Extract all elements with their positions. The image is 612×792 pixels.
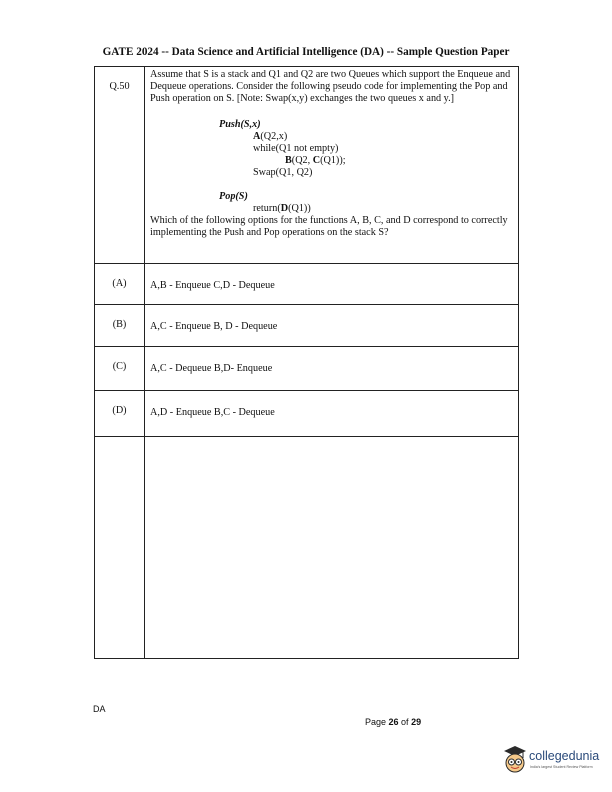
empty-row (95, 437, 519, 659)
push-pseudocode (150, 119, 513, 180)
option-c-label: (C) (112, 361, 127, 372)
option-b-text: A,C - Enqueue B, D - Dequeue (150, 321, 278, 332)
question-table (94, 66, 519, 659)
footer-page-number: Page 26 of 29 (365, 717, 422, 727)
option-row-c (95, 347, 519, 391)
option-d-label: (D) (112, 405, 127, 416)
option-d-text: A,D - Enqueue B,C - Dequeue (150, 407, 275, 418)
option-row-b (95, 305, 519, 347)
question-row (95, 67, 519, 264)
push-function-name: Push(S,x) (219, 118, 261, 130)
pop-line-return: return(D(Q1)) (253, 202, 311, 214)
question-body-cell (145, 67, 519, 264)
option-a-text: A,B - Enqueue C,D - Dequeue (150, 280, 275, 291)
question-ask: Which of the following options for the functions A, B, C, and D correspond to correctly implementing the Push and Pop operations on the stack S? (150, 215, 508, 239)
option-a-label: (A) (112, 278, 127, 289)
push-line-swap: Swap(Q1, Q2) (253, 167, 313, 179)
option-row-a (95, 264, 519, 305)
push-line-b: B(Q2, C(Q1)); (285, 155, 346, 167)
pop-function-name: Pop(S) (219, 190, 248, 202)
question-intro: Assume that S is a stack and Q1 and Q2 are two Queues which support the Enqueue and Dequeue operations. Consider the following pseudo code for implementing the Pop and Push operation on S. [Note: Swap(x,y) exchanges the two queues x and y.] (150, 69, 511, 105)
push-line-a: A(Q2,x) (253, 130, 288, 142)
collegedunia-logo (501, 745, 611, 777)
push-line-while: while(Q1 not empty) (253, 143, 339, 155)
logo-wordmark: collegedunia (529, 749, 600, 763)
option-c-text: A,C - Dequeue B,D- Enqueue (150, 363, 273, 374)
footer-subject-code: DA (93, 704, 106, 714)
question-number-cell (95, 67, 145, 264)
pop-pseudocode (150, 191, 513, 215)
mascot-icon (501, 745, 529, 777)
option-b-label: (B) (112, 319, 127, 330)
question-number: Q.50 (109, 81, 130, 92)
empty-cell-right (145, 437, 519, 659)
empty-cell-left (95, 437, 145, 659)
option-row-d (95, 391, 519, 437)
page-header-title: GATE 2024 -- Data Science and Artificial Intelligence (DA) -- Sample Question Paper (102, 46, 510, 58)
logo-tagline: India's largest Student Review Platform (530, 765, 593, 769)
